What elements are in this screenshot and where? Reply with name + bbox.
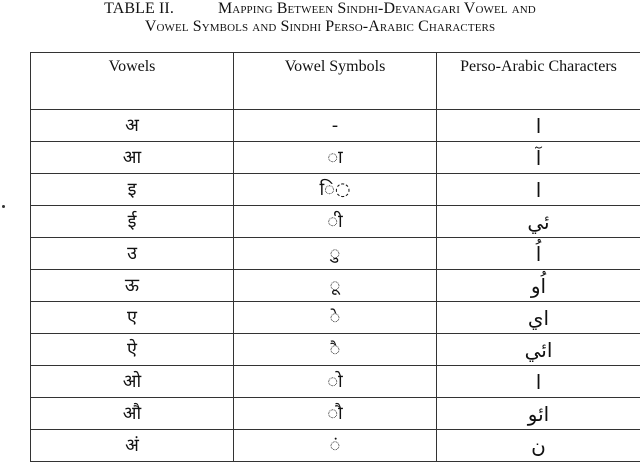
cell-vowel: आ bbox=[31, 142, 234, 174]
table-row bbox=[31, 334, 640, 366]
cell-vowel: ए bbox=[31, 302, 234, 334]
cell-perso-arabic: ن bbox=[437, 430, 640, 462]
header-vowels: Vowels bbox=[31, 53, 234, 110]
table-row bbox=[31, 270, 640, 302]
stray-mark bbox=[2, 205, 5, 208]
cell-vowel-symbol: ◌ी bbox=[234, 206, 437, 238]
cell-vowel-symbol: ◌ु bbox=[234, 238, 437, 270]
cell-vowel: अ bbox=[31, 110, 234, 142]
table-label: TABLE II. bbox=[104, 0, 174, 17]
cell-vowel-symbol: ◌े bbox=[234, 302, 437, 334]
header-vowel-symbols: Vowel Symbols bbox=[234, 53, 437, 110]
header-perso-arabic: Perso-Arabic Characters bbox=[437, 53, 640, 110]
cell-vowel-symbol: ◌ै bbox=[234, 334, 437, 366]
cell-vowel-symbol: ◌ा bbox=[234, 142, 437, 174]
table-row bbox=[31, 142, 640, 174]
table-row bbox=[31, 430, 640, 462]
cell-perso-arabic: اُو bbox=[437, 270, 640, 302]
caption-title-line-2: Vowel Symbols and Sindhi Perso-Arabic Characters bbox=[144, 18, 496, 35]
table-row bbox=[31, 366, 640, 398]
cell-vowel: ऊ bbox=[31, 270, 234, 302]
table-header-row bbox=[31, 53, 640, 110]
caption-title-line-1: Mapping Between Sindhi-Devanagari Vowel and bbox=[217, 0, 536, 17]
cell-vowel: अं bbox=[31, 430, 234, 462]
cell-perso-arabic: اُ bbox=[437, 238, 640, 270]
cell-vowel: ई bbox=[31, 206, 234, 238]
table-row bbox=[31, 174, 640, 206]
cell-perso-arabic: ئي bbox=[437, 206, 640, 238]
table-row bbox=[31, 238, 640, 270]
table-row bbox=[31, 110, 640, 142]
cell-vowel: औ bbox=[31, 398, 234, 430]
cell-vowel-symbol: ◌ौ bbox=[234, 398, 437, 430]
cell-vowel-symbol: - bbox=[234, 110, 437, 142]
cell-perso-arabic: آ bbox=[437, 142, 640, 174]
cell-perso-arabic: ا bbox=[437, 174, 640, 206]
table-body bbox=[31, 110, 640, 462]
cell-vowel-symbol: ◌ू bbox=[234, 270, 437, 302]
vowel-mapping-table bbox=[30, 52, 640, 462]
cell-perso-arabic: ائو bbox=[437, 398, 640, 430]
cell-perso-arabic: اي bbox=[437, 302, 640, 334]
cell-perso-arabic: ا bbox=[437, 110, 640, 142]
table-row bbox=[31, 206, 640, 238]
caption-line-1 bbox=[0, 0, 640, 18]
cell-vowel: ऐ bbox=[31, 334, 234, 366]
cell-vowel: उ bbox=[31, 238, 234, 270]
cell-vowel: इ bbox=[31, 174, 234, 206]
table-row bbox=[31, 398, 640, 430]
cell-perso-arabic: ائي bbox=[437, 334, 640, 366]
table-row bbox=[31, 302, 640, 334]
cell-perso-arabic: ا bbox=[437, 366, 640, 398]
cell-vowel: ओ bbox=[31, 366, 234, 398]
cell-vowel-symbol: ◌ं bbox=[234, 430, 437, 462]
cell-vowel-symbol: ◌ो bbox=[234, 366, 437, 398]
cell-vowel-symbol: ि◌ bbox=[234, 174, 437, 206]
table-caption bbox=[0, 0, 640, 36]
